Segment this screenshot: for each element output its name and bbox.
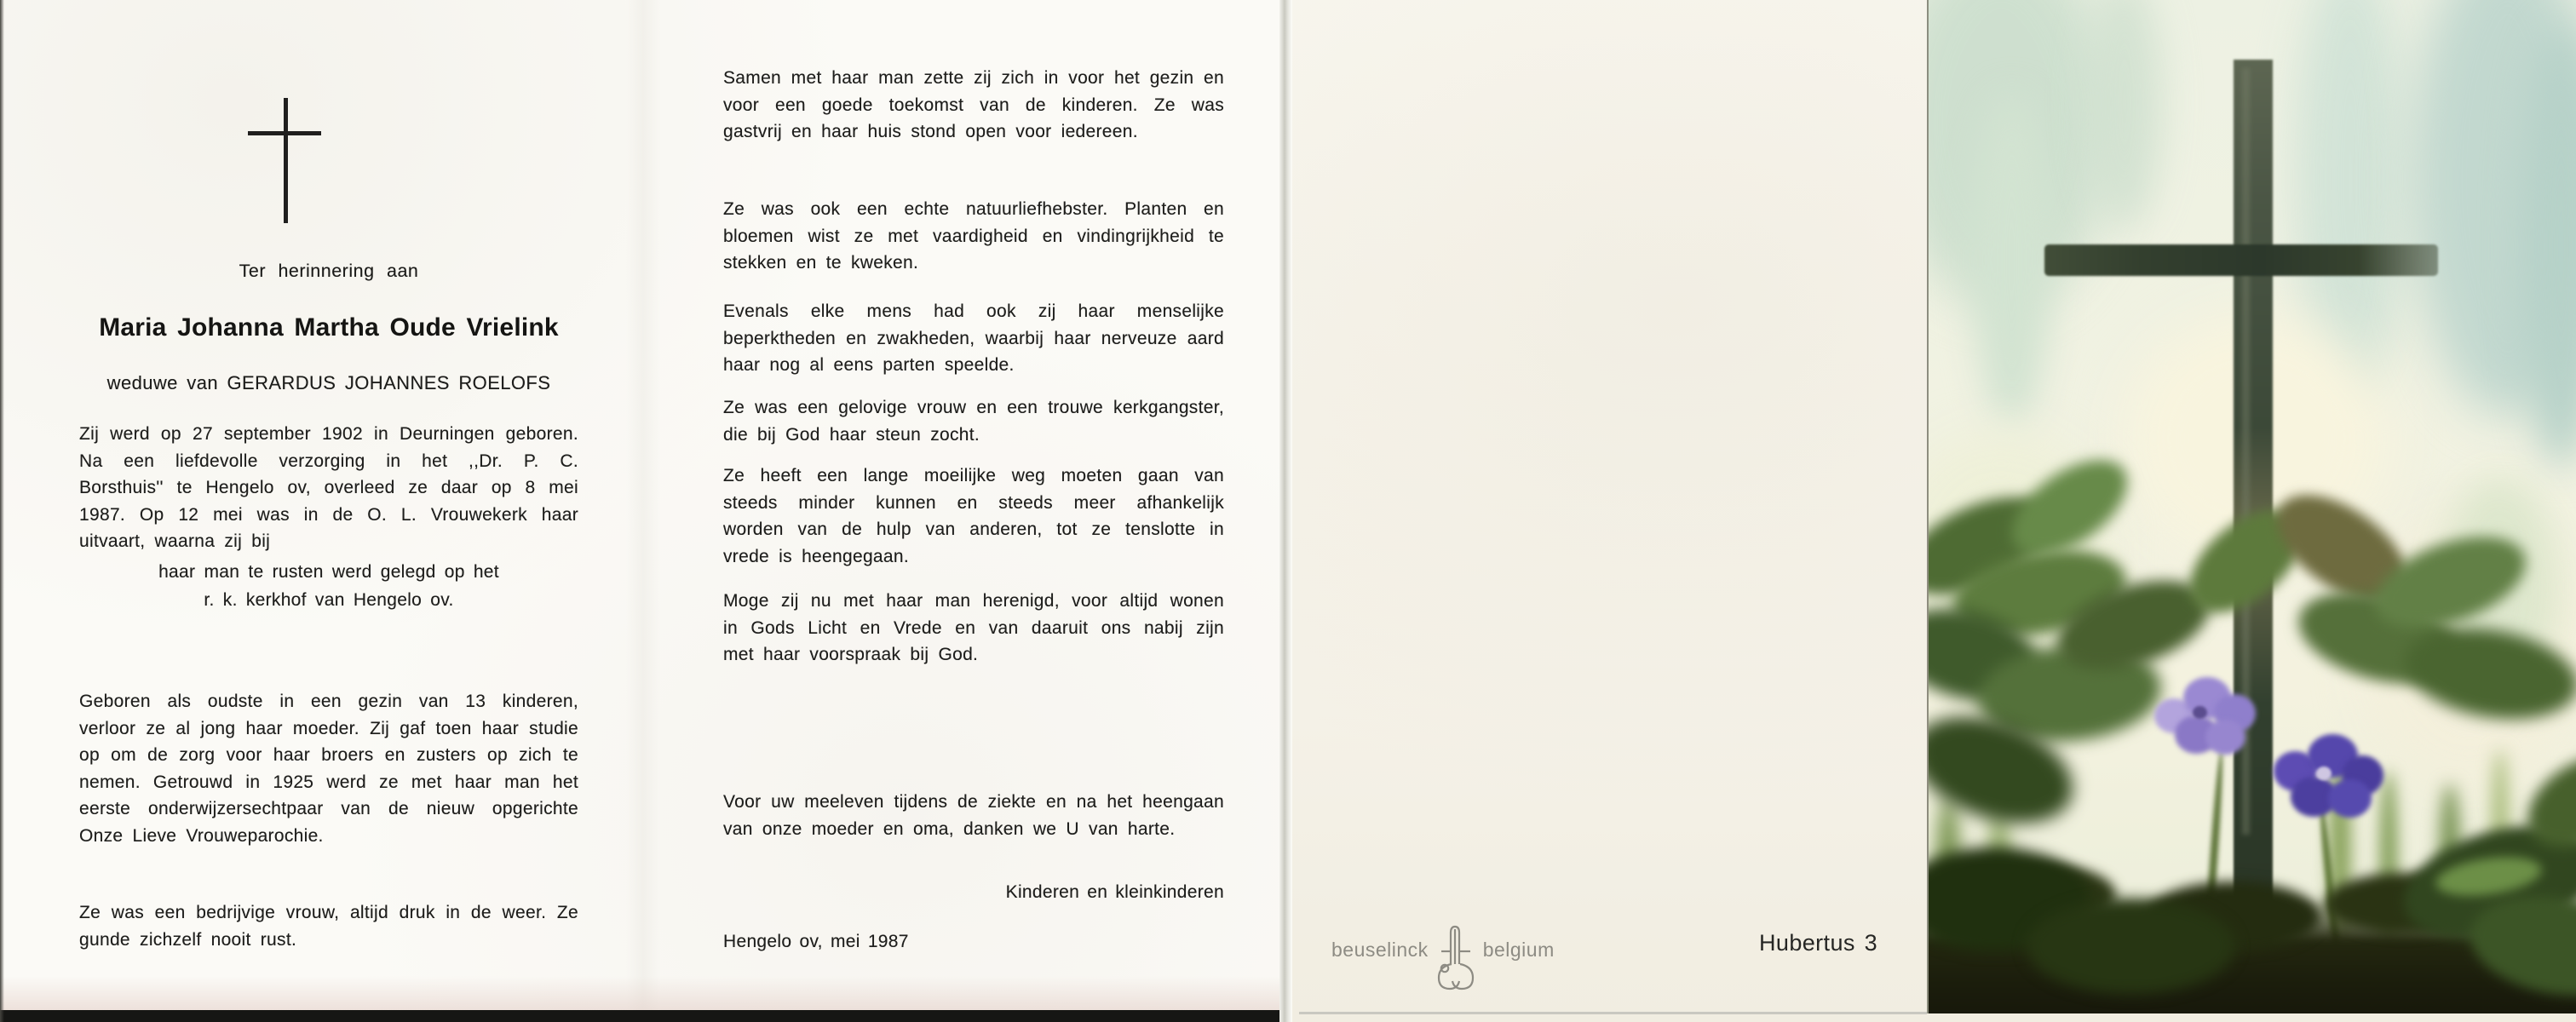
memorial-paragraph: Evenals elke mens had ook zij haar menselijke beperktheden en zwakheden, waarbij haar nerveuze aard haar nog al eens parten speelde. bbox=[723, 301, 1224, 375]
front-cover-photo bbox=[1927, 0, 2576, 1013]
petal-shape bbox=[2328, 779, 2372, 818]
cross-icon bbox=[246, 96, 323, 226]
relation-line: weduwe van GERARDUS JOHANNES ROELOFS bbox=[106, 372, 551, 393]
printer-name-right: belgium bbox=[1482, 939, 1555, 961]
signature-line: Kinderen en kleinkinderen bbox=[1005, 882, 1224, 902]
deceased-name: Maria Johanna Martha Oude Vrielink bbox=[99, 313, 559, 342]
page-fold bbox=[626, 0, 660, 1022]
dedication-line: Ter herinnering aan bbox=[239, 261, 419, 281]
back-cover-bottom-edge bbox=[1299, 1012, 1927, 1014]
printer-name-left: beuselinck bbox=[1331, 939, 1429, 961]
biography-paragraph: Geboren als oudste in een gezin van 13 kinderen, verloor ze al jong haar moeder. Zij gaf toen haar studie op om de zorg voor haar broers en zusters op zich te nemen. Getrouwd in 1925 werd ze met haar man het eerste onderwijzersechtpaar van de nieuw opgerichte Onze Lieve Vrouweparochie. bbox=[79, 692, 578, 846]
flower-center bbox=[2316, 766, 2332, 780]
biography-centered-line: haar man te rusten werd gelegd op het bbox=[158, 562, 499, 582]
biography-centered-line: r. k. kerkhof van Hengelo ov. bbox=[204, 590, 454, 610]
memorial-paragraph: Ze heeft een lange moeilijke weg moeten gaan van steeds minder kunnen en steeds meer afhankelijk worden van de hulp van anderen, tot ze tenslotte in vrede is heengegaan. bbox=[723, 466, 1224, 566]
petal-shape bbox=[2205, 720, 2245, 755]
printer-imprint bbox=[1331, 923, 1555, 996]
biography-paragraph: Ze was een bedrijvige vrouw, altijd druk in de weer. Ze gunde zichzelf nooit rust. bbox=[79, 903, 578, 950]
series-label: Hubertus 3 bbox=[1759, 930, 1878, 956]
page-inside-left bbox=[79, 0, 578, 1022]
leaf-shape bbox=[2027, 899, 2235, 994]
thanks-paragraph: Voor uw meeleven tijdens de ziekte en na het heengaan van onze moeder en oma, danken we U van harte. bbox=[723, 792, 1224, 839]
photo-cross-horizontal bbox=[2044, 244, 2438, 276]
cross-icon-vertical bbox=[284, 98, 288, 223]
place-date-line: Hengelo ov, mei 1987 bbox=[723, 932, 909, 951]
memorial-paragraph: Samen met haar man zette zij zich in voor het gezin en voor een goede toekomst van de kinderen. Ze was gastvrij en haar huis stond open voor iedereen. bbox=[723, 68, 1224, 141]
violet-flower-light bbox=[2154, 677, 2257, 758]
outside-pages-scan bbox=[1292, 0, 2576, 1022]
memorial-paragraph: Moge zij nu met haar man herenigd, voor altijd wonen in Gods Licht en Vrede en van daaruit ons nabij zijn met haar voorspraak bij God. bbox=[723, 591, 1224, 664]
memorial-paragraph: Ze was een gelovige vrouw en een trouwe kerkgangster, die bij God haar steun zocht. bbox=[723, 398, 1224, 445]
scan-bottom-shadow bbox=[0, 976, 1292, 1010]
biography-paragraph: Zij werd op 27 september 1902 in Deurningen geboren. Na een liefdevolle verzorging in het ,,Dr. P. C. Borsthuis'' te Hengelo ov, overleed ze daar op 8 mei 1987. Op 12 mei was in de O. L. Vrouwekerk haar uitvaart, waarna zij bij bbox=[79, 424, 578, 551]
scan-bottom-edge bbox=[0, 1010, 1292, 1022]
cross-icon-horizontal bbox=[248, 131, 321, 135]
memorial-paragraph: Ze was ook een echte natuurliefhebster. Planten en bloemen wist ze met vaardigheid en vindingrijkheid te stekken en te kweken. bbox=[723, 199, 1224, 273]
violet-flower-dark bbox=[2274, 734, 2384, 823]
page-inside-right bbox=[723, 0, 1224, 1022]
background-streak bbox=[1971, 94, 2052, 426]
background-streak bbox=[2086, 0, 2163, 230]
flower-center bbox=[2193, 706, 2207, 719]
scan-left-edge bbox=[0, 0, 4, 1022]
beuselinck-monogram-icon bbox=[1434, 923, 1478, 996]
card-edge-seam bbox=[1279, 0, 1292, 1022]
